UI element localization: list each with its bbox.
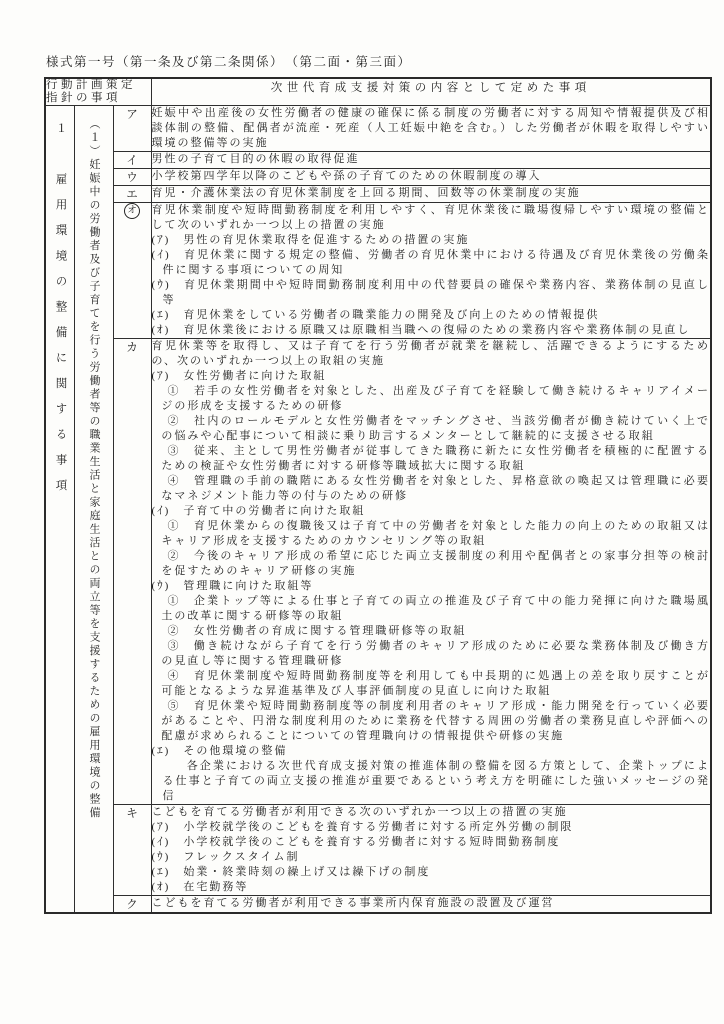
content-line: (ｳ) フレックスタイム制 [151,851,300,863]
content-line: 妊娠中や出産後の女性労働者の健康の確保に係る制度の労働者に対する周知や情報提供及び相談体制の整備、配偶者が流産・死産（人工妊娠中絶を含む。）した労働者が休暇を取得しやすい環境の整備等の実施 [151,107,710,149]
table-row [45,805,711,896]
category-cell [45,106,74,914]
row-label: キ [113,805,151,896]
header-guideline-line2: 指針の事項 [46,92,121,104]
row-label: ク [113,896,151,914]
content-line: (ｲ) 子育て中の労働者に向けた取組 [151,505,366,517]
content-line: (ｵ) 育児休業後における原職又は原職相当職への復帰のための業務内容や業務体制の見直し [151,324,691,336]
row-label: イ [113,152,151,169]
form-title: 様式第一号（第一条及び第二条関係） （第二面・第三面） [46,55,412,69]
content-line: ② 女性労働者の育成に関する管理職研修等の取組 [167,625,467,637]
row-content [151,152,711,169]
row-label: ア [113,106,151,152]
content-line: ① 育児休業からの復職後又は子育て中の労働者を対象とした能力の向上のための取組又はキャリア形成を支援するためのカウンセリング等の取組 [161,520,710,547]
content-line: ① 若手の女性労働者を対象とした、出産及び子育てを経験して働き続けるキャリアイメージの形成を支援するための研修 [161,385,710,412]
content-line: (ｱ) 小学校就学後のこどもを養育する労働者に対する所定外労働の制限 [151,821,574,833]
content-line: ④ 管理職の手前の職階にある女性労働者を対象とした、昇格意欲の喚起又は管理職に必要なマネジメント能力等の付与のための研修 [161,475,710,502]
row-content [151,805,711,896]
row-content [151,169,711,186]
header-defined-items: 次世代育成支援対策の内容として定めた事項 [151,78,711,106]
content-line: ③ 従来、主として男性労働者が従事してきた職務に新たに女性労働者を積極的に配置するための検証や女性労働者に対する研修等職域拡大に関する取組 [161,445,710,472]
content-line: (ｴ) その他環境の整備 [151,745,288,757]
content-line: 小学校第四学年以降のこどもや孫の子育てのための休暇制度の導入 [151,170,542,182]
content-line: 男性の子育て目的の休暇の取得促進 [151,153,360,165]
table-row [45,106,711,152]
content-line: (ｱ) 女性労働者に向けた取組 [151,370,327,382]
plan-table-body [45,78,711,913]
row-content [151,106,711,152]
content-line: (ｴ) 始業・終業時刻の繰上げ又は繰下げの制度 [151,866,431,878]
content-line: ④ 育児休業制度や短時間勤務制度等を利用しても中長期的に処遇上の差を取り戻すことが可能となるような昇進基準及び人事評価制度の見直しに向けた取組 [161,670,710,697]
action-plan-table [44,77,712,914]
content-line: 育児休業等を取得し、又は子育てを行う労働者が就業を継続し、活躍できるようにするための、次のいずれか一つ以上の取組の実施 [151,340,710,367]
table-row [45,186,711,203]
row-label [113,203,151,339]
content-line: (ｵ) 在宅勤務等 [151,881,249,893]
content-line: ② 今後のキャリア形成の希望に応じた両立支援制度の利用や配偶者との家事分担等の検討を促すためのキャリア研修の実施 [161,550,710,577]
row-label: ウ [113,169,151,186]
content-line: (ｲ) 育児休業に関する規定の整備、労働者の育児休業中における待遇及び育児休業後の労働条件に関する事項についての周知 [151,249,710,276]
content-line: (ｲ) 小学校就学後のこどもを養育する労働者に対する短時間勤務制度 [151,836,561,848]
content-line: ② 社内のロールモデルと女性労働者をマッチングさせ、当該労働者が働き続けていく上での悩みや心配事について相談に乗り助言するメンターとして継続的に支援させる取組 [161,415,710,442]
table-row [45,339,711,805]
row-content [151,896,711,914]
content-line: (ｱ) 男性の育児休業取得を促進するための措置の実施 [151,234,470,246]
content-line: ⑤ 育児休業や短時間勤務制度等の制度利用者のキャリア形成・能力開発を行っていく必要があることや、円滑な制度利用のために業務を代替する周囲の労働者の業務見直しや評価への配慮が求められることについての管理職向けの情報提供や研修の実施 [161,700,710,742]
content-line: ③ 働き続けながら子育てを行う労働者のキャリア形成のために必要な業務体制及び働き方の見直し等に関する管理職研修 [161,640,710,667]
content-line: こどもを育てる労働者が利用できる事業所内保育施設の設置及び運営 [151,897,555,909]
subcategory-cell [74,106,113,914]
content-line: (ｴ) 育児休業をしている労働者の職業能力の開発及び向上のための情報提供 [151,309,600,321]
subcategory-vertical-text: （１）妊娠中の労働者及び子育てを行う労働者等の職業生活と家庭生活との両立等を支援するための雇用環境の整備 [88,118,100,820]
row-label: エ [113,186,151,203]
table-row [45,896,711,914]
content-line: こどもを育てる労働者が利用できる次のいずれか一つ以上の措置の実施 [151,806,568,818]
content-line: 育児休業制度や短時間勤務制度を利用しやすく、育児休業後に職場復帰しやすい環境の整備として次のいずれか一つ以上の措置の実施 [151,204,710,231]
row-content [151,186,711,203]
content-line: 育児・介護休業法の育児休業制度を上回る期間、回数等の休業制度の実施 [151,187,581,199]
content-line: (ｳ) 育児休業期間中や短時間勤務制度利用中の代替要員の確保や業務内容、業務体制の見直し等 [151,279,710,306]
row-content [151,203,711,339]
category-vertical-text: １ 雇用環境の整備に関する事項 [54,122,67,505]
table-row [45,152,711,169]
content-line: ① 企業トップ等による仕事と子育ての両立の推進及び子育て中の能力発揮に向けた職場風土の改革に関する研修等の取組 [161,595,710,622]
table-row [45,203,711,339]
circled-label: オ [124,203,140,219]
row-content [151,339,711,805]
header-guideline-items [45,78,151,106]
row-label: カ [113,339,151,805]
table-header-row [45,78,711,106]
header-guideline-line1: 行動計画策定 [46,79,136,91]
table-row [45,169,711,186]
content-line: 各企業における次世代育成支援対策の推進体制の整備を図る方策として、企業トップによる仕事と子育ての両立支援の推進が重要であるという考え方を明確にした強いメッセージの発信 [162,760,710,802]
content-line: (ｳ) 管理職に向けた取組等 [151,580,314,592]
